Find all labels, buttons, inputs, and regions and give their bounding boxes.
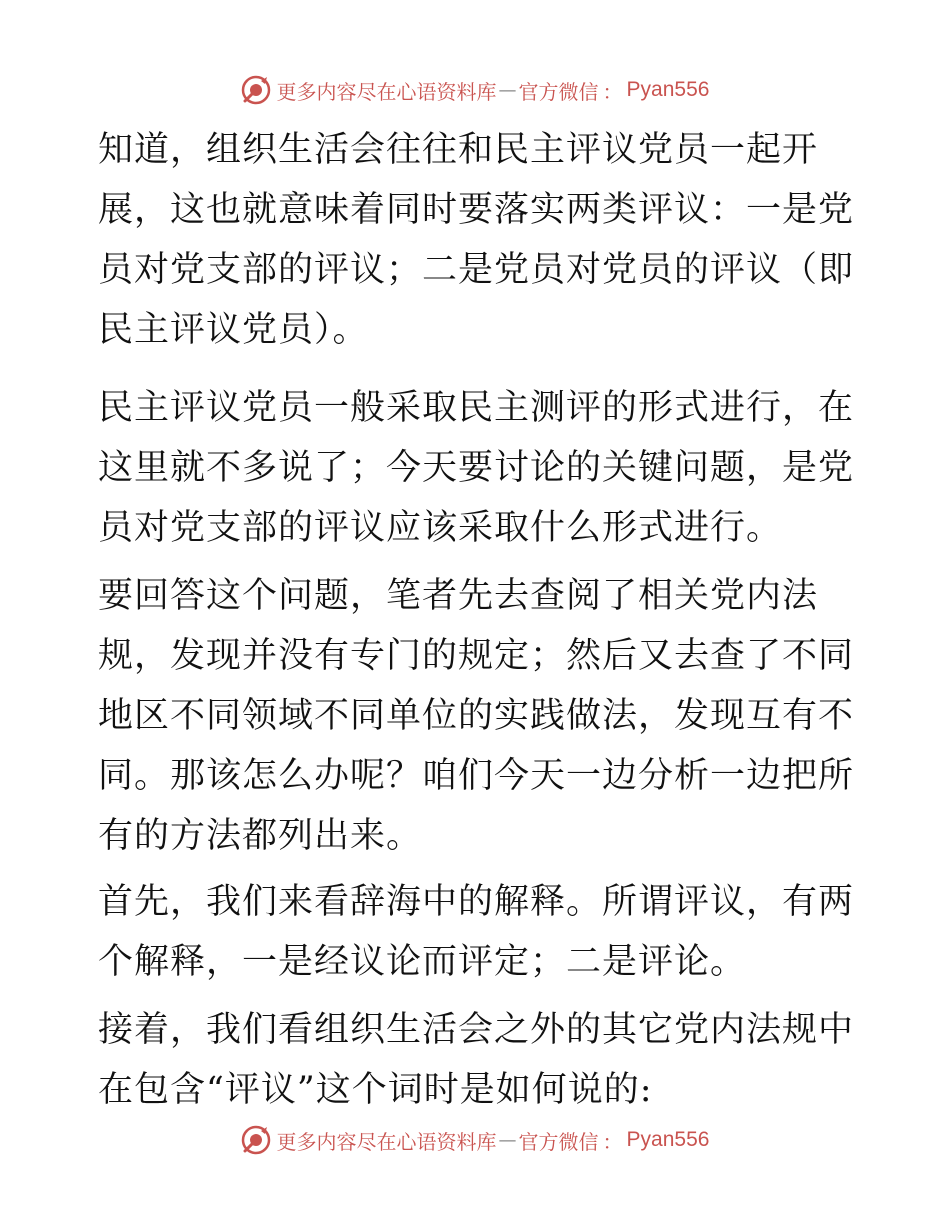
banner-slogan: 更多内容尽在心语资料库 bbox=[276, 79, 497, 104]
paragraph-4: 首先，我们来看辞海中的解释。所谓评议，有两个解释，一是经议论而评定；二是评论。 bbox=[98, 882, 855, 982]
banner-wechat-label: 官方微信 bbox=[518, 1129, 599, 1154]
paragraph-3: 要回答这个问题，笔者先去查阅了相关党内法规，发现并没有专门的规定；然后又去查了不同地区不同领域不同单位的实践做法，发现互有不同。那该怎么办呢？咱们今天一边分析一边把所有的方法都列出来。 bbox=[98, 576, 855, 856]
banner-wechat-id: Pyan556 bbox=[626, 78, 710, 101]
banner-slogan: 更多内容尽在心语资料库 bbox=[276, 1129, 497, 1154]
brand-logo-icon bbox=[241, 1125, 271, 1155]
banner-wechat-id: Pyan556 bbox=[626, 1128, 710, 1151]
banner-separator: — bbox=[498, 79, 517, 101]
header-banner bbox=[0, 70, 950, 110]
banner-separator: — bbox=[498, 1129, 517, 1151]
banner-colon: ： bbox=[602, 79, 623, 104]
paragraph-2: 民主评议党员一般采取民主测评的形式进行，在这里就不多说了；今天要讨论的关键问题，是党员对党支部的评议应该采取什么形式进行。 bbox=[98, 388, 855, 548]
paragraph-1: 知道，组织生活会往往和民主评议党员一起开展，这也就意味着同时要落实两类评议：一是党员对党支部的评议；二是党员对党员的评议（即民主评议党员）。 bbox=[98, 130, 855, 350]
banner-wechat-label: 官方微信 bbox=[518, 79, 599, 104]
banner-colon: ： bbox=[602, 1129, 623, 1154]
footer-banner bbox=[0, 1120, 950, 1160]
brand-logo-icon bbox=[241, 75, 271, 105]
paragraph-5: 接着，我们看组织生活会之外的其它党内法规中在包含“评议”这个词时是如何说的: bbox=[98, 1010, 855, 1110]
